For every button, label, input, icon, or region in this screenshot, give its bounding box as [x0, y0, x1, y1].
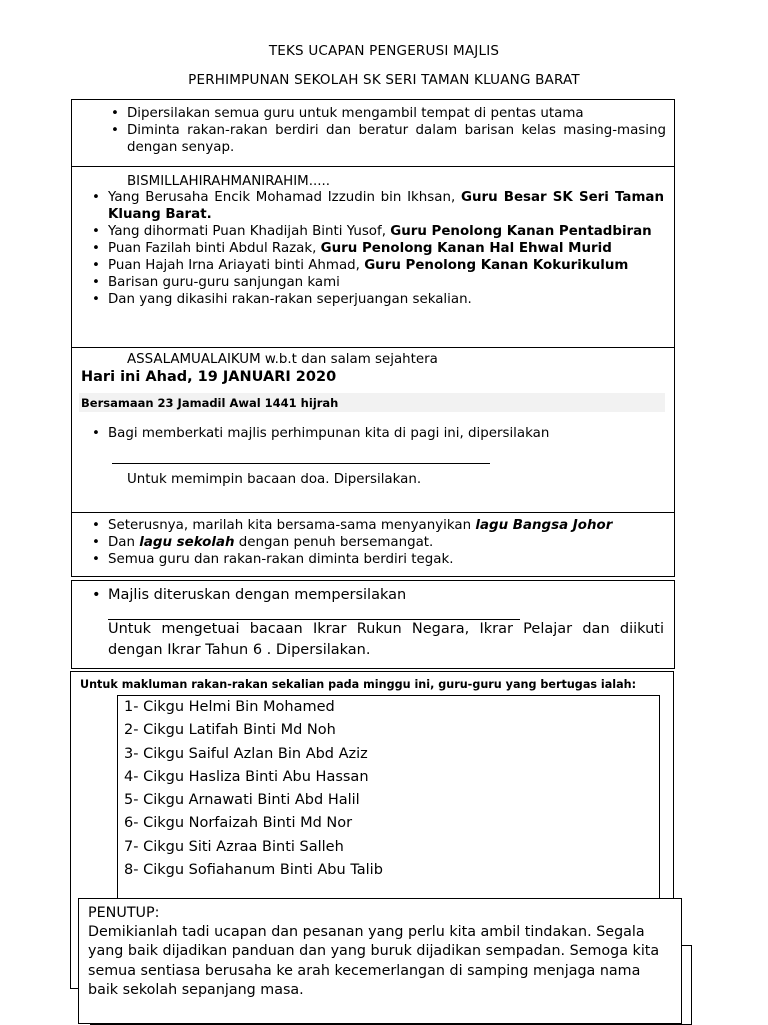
- list-item: • Dan yang dikasihi rakan-rakan seperjuangan sekalian.: [84, 291, 664, 308]
- bismillah-text: BISMILLAHIRAHMANIRAHIM.....: [127, 174, 330, 189]
- teacher-list: [124, 696, 383, 882]
- penutup-label: PENUTUP:: [88, 905, 160, 921]
- document-title: TEKS UCAPAN PENGERUSI MAJLIS: [268, 43, 500, 59]
- penutup-text: Demikianlah tadi ucapan dan pesanan yang perlu kita ambil tindakan. Segala yang baik dijadikan panduan dan yang buruk dijadikan sempadan. Semoga kita semua sentiasa berusaha ke arah kecemerlangan di samping menjaga nama baik sekolah sepanjang masa.: [88, 924, 660, 998]
- date-text: Hari ini Ahad, 19 JANUARI 2020: [81, 369, 337, 385]
- list-item: • Puan Fazilah binti Abdul Razak, Guru Penolong Kanan Hal Ehwal Murid: [84, 240, 664, 257]
- list-item: 5- Cikgu Arnawati Binti Abd Halil: [124, 792, 360, 809]
- list-item: • Dan lagu sekolah dengan penuh bersemangat.: [84, 534, 664, 551]
- document-subtitle: PERHIMPUNAN SEKOLAH SK SERI TAMAN KLUANG BARAT: [188, 72, 580, 88]
- greeting-box: [71, 347, 675, 513]
- list-item: 4- Cikgu Hasliza Binti Abu Hassan: [124, 768, 369, 785]
- penutup-content: [88, 904, 673, 1000]
- list-item: 3- Cikgu Saiful Azlan Bin Abd Aziz: [124, 745, 368, 762]
- doa-text: Untuk memimpin bacaan doa. Dipersilakan.: [127, 472, 422, 487]
- list-item: • Barisan guru-guru sanjungan kami: [84, 274, 664, 291]
- list-item: 7- Cikgu Siti Azraa Binti Salleh: [124, 838, 344, 855]
- hijri-date: Bersamaan 23 Jamadil Awal 1441 hijrah: [81, 396, 339, 410]
- list-item: • Yang dihormati Puan Khadijah Binti Yusof, Guru Penolong Kanan Pentadbiran: [84, 223, 664, 240]
- ikrar-box: [71, 580, 675, 669]
- ikrar-text: Untuk mengetuai bacaan Ikrar Rukun Negara, Ikrar Pelajar dan diikuti dengan Ikrar Tahun 6 . Dipersilakan.: [108, 621, 664, 658]
- list-item: • Dipersilakan semua guru untuk mengambil tempat di pentas utama: [103, 105, 666, 122]
- instruction-box: [71, 99, 675, 167]
- list-item: • Puan Hajah Irna Ariayati binti Ahmad, Guru Penolong Kanan Kokurikulum: [84, 257, 664, 274]
- teacher-list-box: [117, 695, 660, 903]
- list-item: • Bagi memberkati majlis perhimpunan kita di pagi ini, dipersilakan: [84, 425, 664, 442]
- list-item: 2- Cikgu Latifah Binti Md Noh: [124, 722, 336, 739]
- greeting-text: ASSALAMUALAIKUM w.b.t dan salam sejahtera: [127, 352, 438, 367]
- list-item: 6- Cikgu Norfaizah Binti Md Nor: [124, 815, 353, 832]
- list-item: • Yang Berusaha Encik Mohamad Izzudin bin Ikhsan, Guru Besar SK Seri Taman Kluang Barat.: [84, 189, 664, 223]
- salutation-box: [71, 166, 675, 348]
- list-item: • Seterusnya, marilah kita bersama-sama menyanyikan lagu Bangsa Johor: [84, 517, 664, 534]
- name-blank-line: [112, 463, 490, 464]
- penutup-box: [78, 898, 682, 1024]
- list-item: • Diminta rakan-rakan berdiri dan beratur dalam barisan kelas masing-masing dengan senyap.: [103, 122, 666, 156]
- list-item: • Semua guru dan rakan-rakan diminta berdiri tegak.: [84, 551, 664, 568]
- list-item: 1- Cikgu Helmi Bin Mohamed: [124, 699, 335, 715]
- duty-heading: Untuk makluman rakan-rakan sekalian pada minggu ini, guru-guru yang bertugas ialah:: [80, 678, 637, 691]
- anthem-box: [71, 512, 675, 577]
- list-item: • Majlis diteruskan dengan mempersilakan: [84, 586, 664, 605]
- list-item: 8- Cikgu Sofiahanum Binti Abu Talib: [124, 862, 383, 879]
